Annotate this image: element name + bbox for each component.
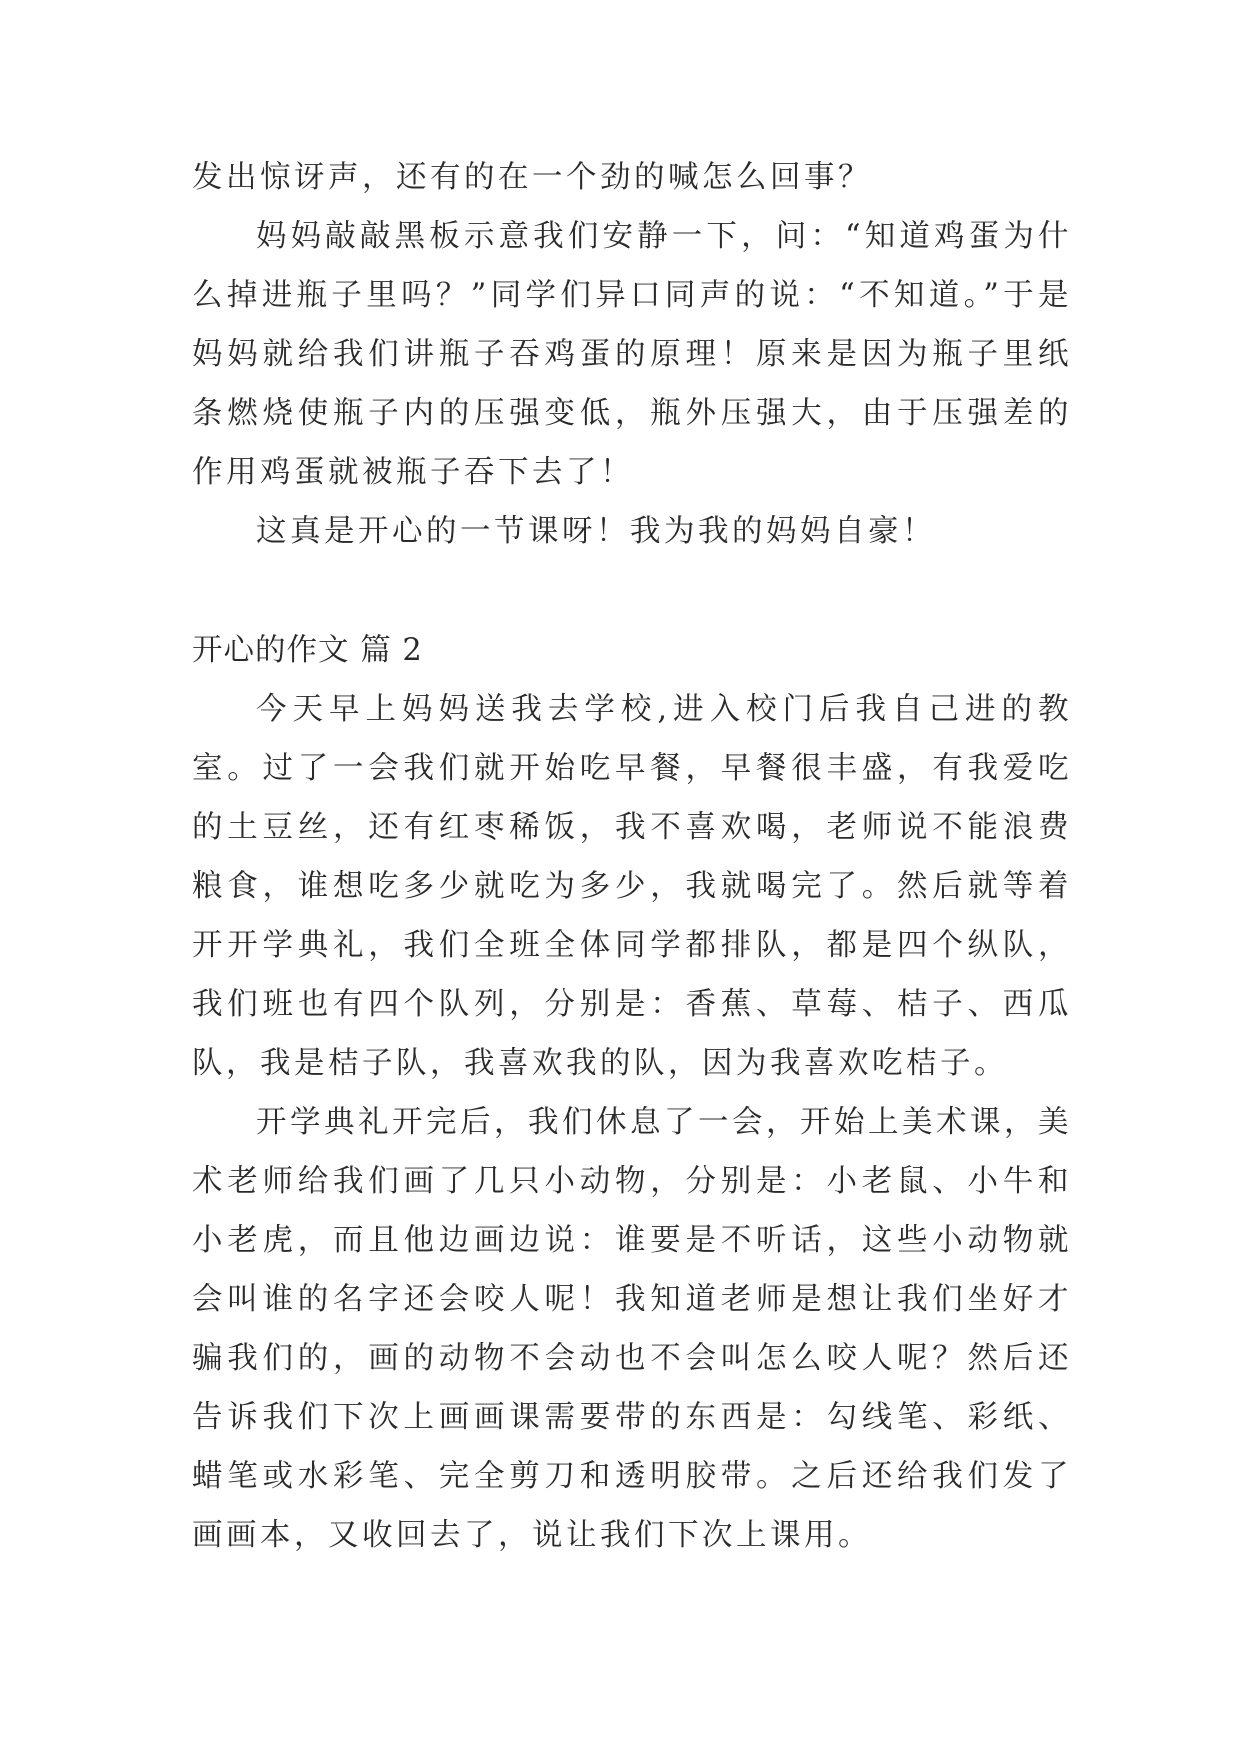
paragraph-art-class: 开学典礼开完后，我们休息了一会，开始上美术课，美术老师给我们画了几只小动物，分别是：小老鼠、小牛和小老虎，而且他边画边说：谁要是不听话，这些小动物就会叫谁的名字还会咬人呢！我知道老师是想让我们坐好才骗我们的，画的动物不会动也不会叫怎么咬人呢？然后还告诉我们下次上画画课需要带的东西是：勾线笔、彩纸、蜡笔或水彩笔、完全剪刀和透明胶带。之后还给我们发了画画本，又收回去了，说让我们下次上课用。 (192, 1105, 1072, 1553)
paragraph-morning: 今天早上妈妈送我去学校,进入校门后我自己进的教室。过了一会我们就开始吃早餐，早餐很丰盛，有我爱吃的土豆丝，还有红枣稀饭，我不喜欢喝，老师说不能浪费粮食，谁想吃多少就吃为多少，我就喝完了。然后就等着开开学典礼，我们全班全体同学都排队，都是四个纵队，我们班也有四个队列，分别是：香蕉、草莓、桔子、西瓜队，我是桔子队，我喜欢我的队，因为我喜欢吃桔子。 (192, 692, 1072, 1081)
essay-2 (192, 621, 1072, 1565)
paragraph-continuation: 发出惊讶声，还有的在一个劲的喊怎么回事？ (192, 160, 872, 195)
paragraph-teacher-explains: 妈妈敲敲黑板示意我们安静一下，问：“知道鸡蛋为什么掉进瓶子里吗？”同学们异口同声的说：“不知道。”于是妈妈就给我们讲瓶子吞鸡蛋的原理！原来是因为瓶子里纸条燃烧使瓶子内的压强变低，瓶外压强大，由于压强差的作用鸡蛋就被瓶子吞下去了！ (192, 219, 1072, 490)
essay-1-continuation (192, 148, 1072, 561)
essay-heading: 开心的作文 篇 2 (192, 633, 423, 668)
paragraph-proud: 这真是开心的一节课呀！我为我的妈妈自豪！ (256, 514, 936, 549)
